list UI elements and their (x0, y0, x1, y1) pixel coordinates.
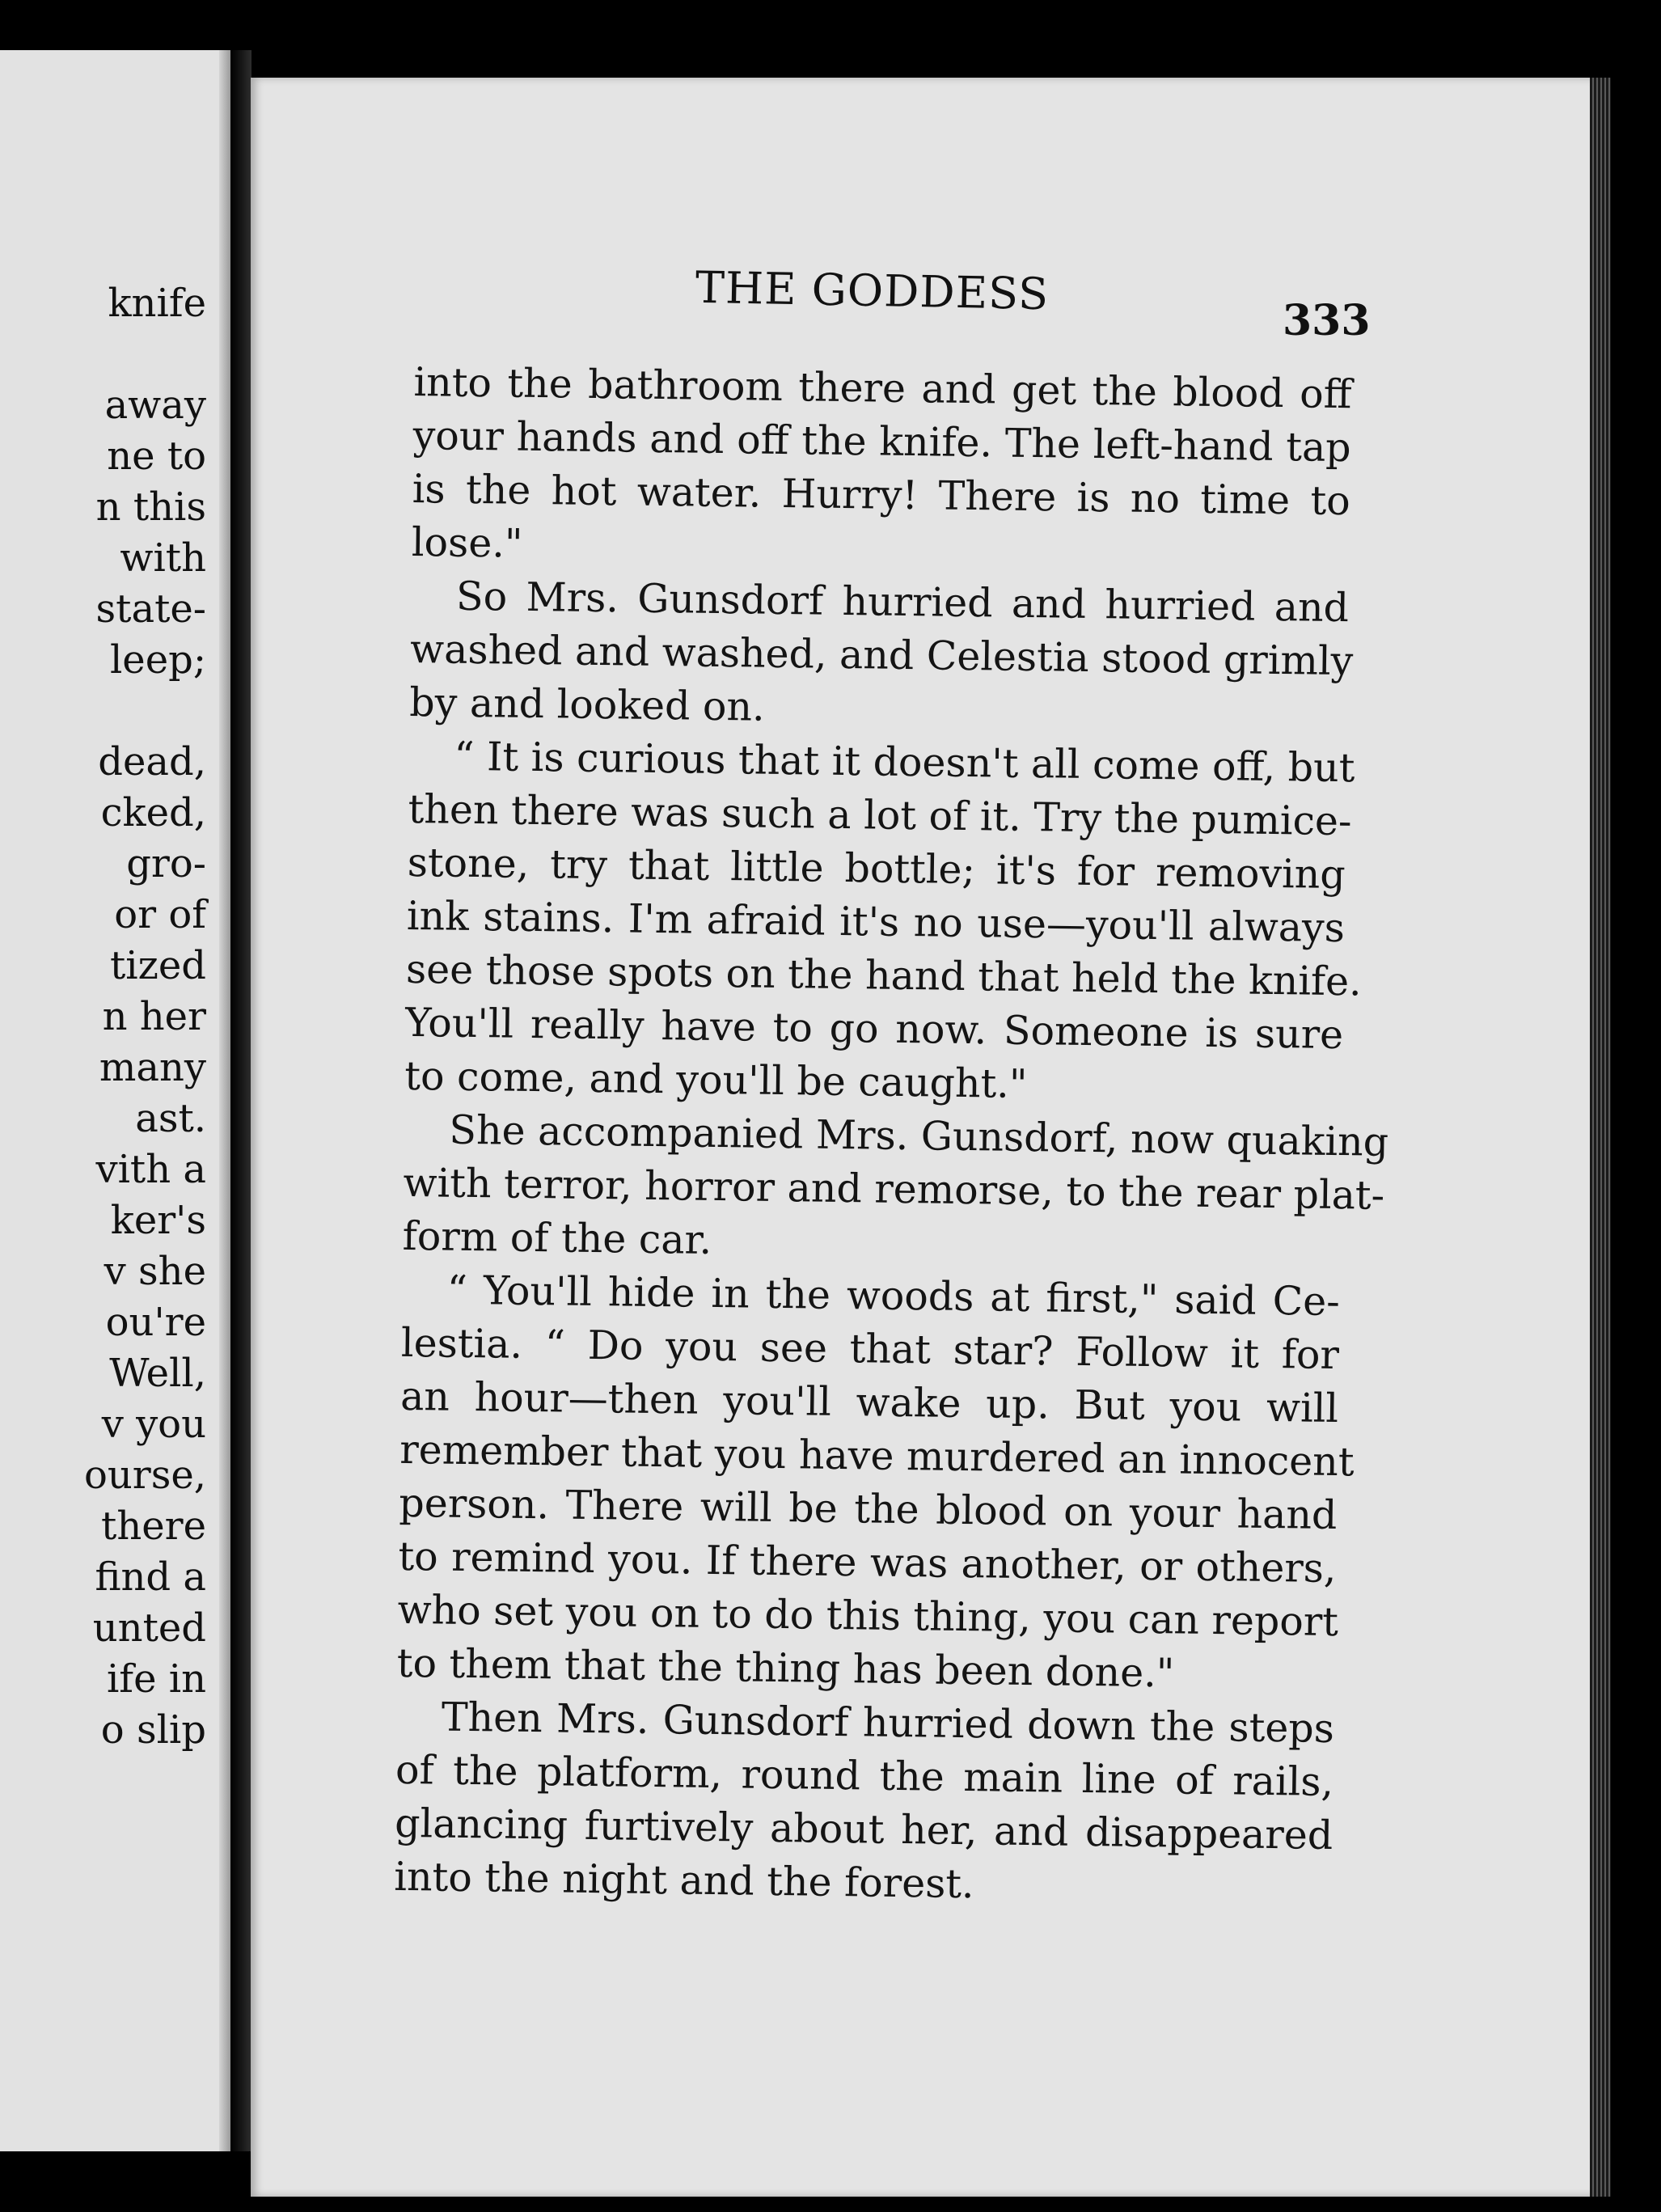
text-line: lose." (411, 518, 523, 567)
facing-page-line: ast. (135, 1096, 206, 1141)
facing-page-line: ker's (110, 1198, 206, 1243)
text-line: an hour—then you'll wake up. But you will (399, 1372, 1339, 1432)
text-line: “ It is curious that it doesn't all come off, but (454, 733, 1355, 792)
facing-page-line: find a (95, 1554, 206, 1600)
gutter-shadow (219, 50, 230, 2151)
facing-page-line: vith a (95, 1147, 206, 1192)
facing-page-line: leep; (109, 637, 206, 683)
facing-page-line: dead, (98, 739, 206, 785)
text-line: to them that the thing has been done." (396, 1639, 1175, 1697)
facing-page-line: gro- (126, 841, 206, 886)
text-line: by and looked on. (409, 679, 766, 730)
facing-page-line: away (104, 383, 206, 428)
facing-page-line: state- (95, 586, 206, 632)
facing-page-line: n her (102, 994, 206, 1039)
text-line: is the hot water. Hurry! There is no time to (412, 465, 1351, 525)
text-line: You'll really have to go now. Someone is sure (404, 999, 1344, 1059)
facing-page-line: ne to (107, 434, 206, 479)
body-text (394, 356, 1389, 1916)
facing-page-line: v you (101, 1402, 206, 1447)
facing-page-line: o slip (100, 1707, 206, 1753)
text-line: see those spots on the hand that held the knife. (405, 945, 1363, 1005)
text-line: glancing furtively about her, and disappeared (394, 1800, 1333, 1859)
book-spine (230, 50, 251, 2151)
text-line: of the platform, round the main line of rails, (395, 1746, 1334, 1806)
text-line: form of the car. (402, 1212, 712, 1263)
text-line: ink stains. I'm afraid it's no use—you'll always (406, 892, 1346, 952)
running-head: THE GODDESS (695, 261, 1050, 320)
text-line: who set you on to do this thing, you can report (397, 1586, 1339, 1646)
text-line: stone, try that little bottle; it's for removing (407, 839, 1346, 899)
facing-page-line: many (99, 1045, 206, 1090)
page-edges (1590, 78, 1611, 2197)
facing-page-line: n this (95, 484, 206, 530)
facing-page-line: ife in (106, 1656, 206, 1702)
facing-page-line: with (120, 535, 206, 581)
text-line: to remind you. If there was another, or others, (398, 1533, 1337, 1592)
facing-page-left (0, 50, 230, 2151)
text-line: into the bathroom there and get the blood off (413, 358, 1352, 418)
text-line: then there was such a lot of it. Try the pumice- (408, 785, 1352, 845)
text-line: into the night and the forest. (394, 1853, 974, 1908)
facing-page-line: v she (104, 1249, 206, 1294)
text-line: to come, and you'll be caught." (404, 1052, 1028, 1108)
text-line: She accompanied Mrs. Gunsdorf, now quaking (449, 1106, 1389, 1165)
text-line: So Mrs. Gunsdorf hurried and hurried and (455, 573, 1350, 632)
text-line: remember that you have murdered an innocent (399, 1426, 1355, 1486)
text-line: Then Mrs. Gunsdorf hurried down the steps (441, 1694, 1335, 1753)
text-line: “ You'll hide in the woods at first," said Ce- (446, 1267, 1341, 1326)
facing-page-line: tized (109, 943, 206, 988)
facing-page-line: unted (92, 1605, 206, 1651)
text-line: person. There will be the blood on your hand (399, 1479, 1338, 1539)
text-line: your hands and off the knife. The left-hand tap (412, 412, 1351, 472)
facing-page-line: ourse, (83, 1453, 206, 1498)
text-line: with terror, horror and remorse, to the rear plat- (403, 1159, 1385, 1219)
facing-page-line: there (101, 1504, 206, 1549)
facing-page-line: or of (114, 892, 206, 937)
page-number: 333 (1283, 296, 1371, 345)
facing-page-line: knife (108, 281, 206, 326)
facing-page-line: cked, (100, 790, 206, 835)
text-line: lestia. “ Do you see that star? Follow it for (400, 1319, 1340, 1379)
facing-page-line: Well, (109, 1351, 206, 1396)
facing-page-line: ou're (105, 1300, 206, 1345)
text-line: washed and washed, and Celestia stood grimly (409, 625, 1354, 685)
